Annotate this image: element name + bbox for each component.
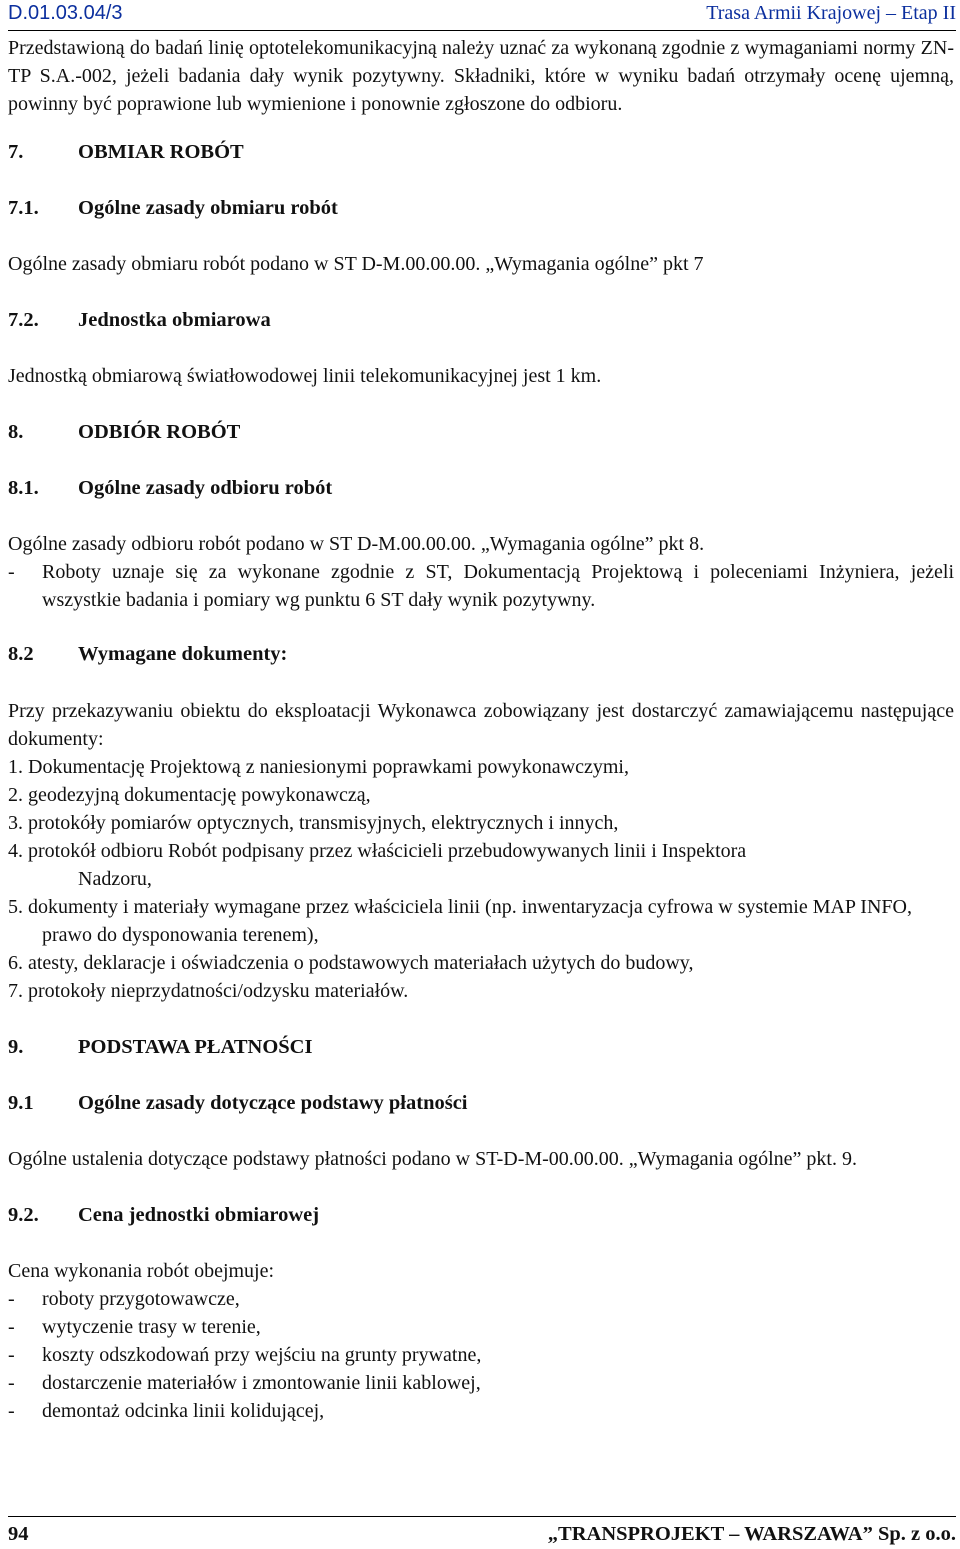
paragraph: Ogólne zasady obmiaru robót podano w ST D-M.00.00.00. „Wymagania ogólne” pkt 7: [8, 253, 704, 275]
section-title: Cena jednostki obmiarowej: [78, 1204, 320, 1226]
document-list: [8, 753, 954, 1005]
item-text: Roboty uznaje się za wykonane zgodnie z ST, Dokumentacją Projektową i poleceniami Inżyniera, jeżeli wszystkie badania i pomiary wg punktu 6 ST dały wynik pozytywny.: [42, 561, 954, 611]
item-text: dostarczenie materiałów i zmontowanie linii kablowej,: [42, 1372, 481, 1394]
section-number: 8.: [8, 421, 24, 443]
paragraph: Ogólne ustalenia dotyczące podstawy płatności podano w ST-D-M-00.00.00. „Wymagania ogólne” pkt. 9.: [8, 1148, 857, 1170]
cost-items-list: [8, 1285, 954, 1425]
paragraph: Ogólne zasady odbioru robót podano w ST D-M.00.00.00. „Wymagania ogólne” pkt 8.: [8, 533, 705, 555]
list-item: [8, 1397, 954, 1425]
section-number: 8.1.: [8, 477, 39, 499]
list-item: 7. protokoły nieprzydatności/odzysku materiałów.: [8, 980, 409, 1002]
section-number: 8.2: [8, 643, 34, 665]
list-item: 2. geodezyjną dokumentację powykonawczą,: [8, 784, 371, 806]
list-item: [8, 1285, 954, 1313]
page-header: [8, 0, 956, 31]
section-heading-8: [8, 418, 954, 446]
section-title: ODBIÓR ROBÓT: [78, 421, 241, 443]
project-name: Trasa Armii Krajowej – Etap II: [706, 2, 956, 24]
list-item: 3. protokóły pomiarów optycznych, transmisyjnych, elektrycznych i innych,: [8, 812, 619, 834]
spec-code: D.01.03.04/3: [8, 2, 123, 24]
list-item-continuation: Nadzoru,: [78, 868, 152, 890]
list-item: [8, 1313, 954, 1341]
dash-marker: -: [8, 1372, 15, 1394]
list-item: 1. Dokumentację Projektową z naniesionymi poprawkami powykonawczymi,: [8, 756, 629, 778]
section-title: Ogólne zasady dotyczące podstawy płatności: [78, 1092, 468, 1114]
paragraph: Cena wykonania robót obejmuje:: [8, 1260, 275, 1282]
dash-marker: -: [8, 1344, 15, 1366]
bullet-list: [8, 558, 954, 614]
intro-paragraph: Przedstawioną do badań linię optotelekomunikacyjną należy uznać za wykonaną zgodnie z wymaganiami normy ZN-TP S.A.-002, jeżeli badania dały wynik pozytywny. Składniki, które w wyniku badań otrzymały ocenę ujemną, powinny być poprawione lub wymienione i ponownie zgłoszone do odbioru.: [8, 37, 954, 115]
document-body: [8, 34, 954, 1425]
section-heading-9: [8, 1033, 954, 1061]
item-text: koszty odszkodowań przy wejściu na grunty prywatne,: [42, 1344, 482, 1366]
section-title: Ogólne zasady obmiaru robót: [78, 197, 338, 219]
section-number: 9.1: [8, 1092, 34, 1114]
item-text: roboty przygotowawcze,: [42, 1288, 240, 1310]
list-item: [8, 1341, 954, 1369]
subsection-heading-9-1: [8, 1089, 954, 1117]
list-item: 4. protokół odbioru Robót podpisany przez właścicieli przebudowywanych linii i Inspektora: [8, 840, 747, 862]
section-number: 9.: [8, 1036, 24, 1058]
section-title: OBMIAR ROBÓT: [78, 141, 244, 163]
dash-marker: -: [8, 1316, 15, 1338]
section-title: Jednostka obmiarowa: [78, 309, 271, 331]
list-item: [8, 558, 954, 614]
list-item: 6. atesty, deklaracje i oświadczenia o podstawowych materiałach użytych do budowy,: [8, 952, 694, 974]
section-number: 7.: [8, 141, 24, 163]
item-text: wytyczenie trasy w terenie,: [42, 1316, 261, 1338]
section-title: Ogólne zasady odbioru robót: [78, 477, 333, 499]
dash-marker: -: [8, 561, 15, 583]
section-title: Wymagane dokumenty:: [78, 643, 288, 665]
dash-marker: -: [8, 1288, 15, 1310]
subsection-heading-7-1: [8, 194, 954, 222]
item-text: demontaż odcinka linii kolidującej,: [42, 1400, 325, 1422]
page-footer: [8, 1516, 956, 1547]
list-item: 5. dokumenty i materiały wymagane przez właściciela linii (np. inwentaryzacja cyfrowa w systemie MAP INFO, prawo do dysponowania terenem),: [8, 896, 912, 946]
section-number: 9.2.: [8, 1204, 39, 1226]
paragraph: Przy przekazywaniu obiektu do eksploatacji Wykonawca zobowiązany jest dostarczyć zamawiającemu następujące dokumenty:: [8, 700, 954, 750]
subsection-heading-9-2: [8, 1201, 954, 1229]
section-title: PODSTAWA PŁATNOŚCI: [78, 1036, 313, 1058]
list-item: [8, 1369, 954, 1397]
section-heading-7: [8, 138, 954, 166]
page-number: 94: [8, 1523, 29, 1545]
dash-marker: -: [8, 1400, 15, 1422]
section-number: 7.1.: [8, 197, 39, 219]
subsection-heading-7-2: [8, 306, 954, 334]
subsection-heading-8-1: [8, 474, 954, 502]
company-name: „TRANSPROJEKT – WARSZAWA” Sp. z o.o.: [547, 1523, 956, 1545]
paragraph: Jednostką obmiarową światłowodowej linii telekomunikacyjnej jest 1 km.: [8, 365, 602, 387]
section-number: 7.2.: [8, 309, 39, 331]
subsection-heading-8-2: [8, 640, 954, 668]
